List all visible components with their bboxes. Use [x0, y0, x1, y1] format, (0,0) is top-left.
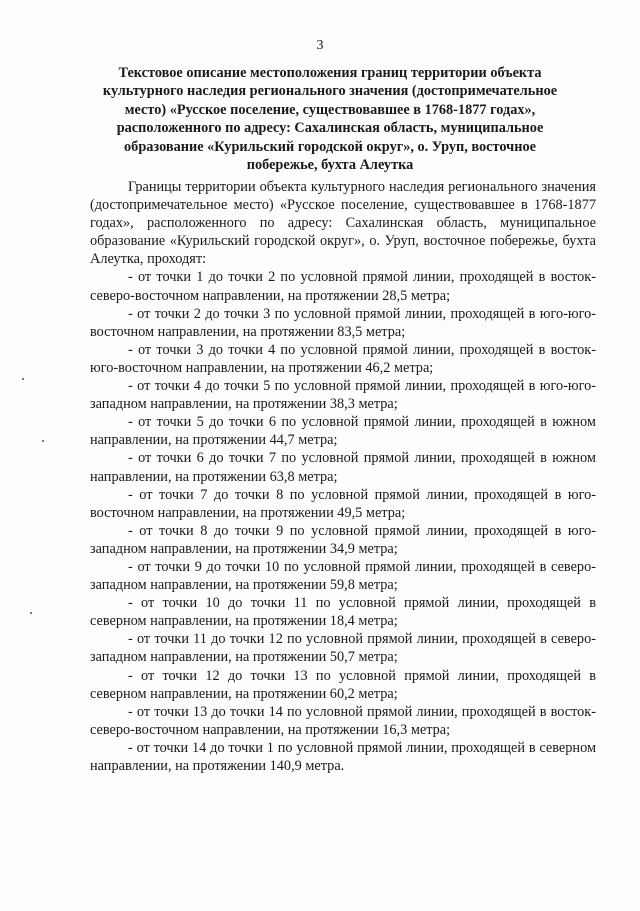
boundary-item-13: - от точки 13 до точки 14 по условной прямой линии, проходящей в восток-северо-восточном направлении, на протяжении 16,3 метра;	[90, 703, 596, 738]
scan-speck	[42, 440, 44, 442]
boundary-item-8: - от точки 8 до точки 9 по условной прямой линии, проходящей в юго-западном направлении, на протяжении 34,9 метра;	[90, 522, 596, 557]
boundary-item-12: - от точки 12 до точки 13 по условной прямой линии, проходящей в северном направлении, на протяжении 60,2 метра;	[90, 667, 596, 702]
boundary-item-11: - от точки 11 до точки 12 по условной прямой линии, проходящей в северо-западном направлении, на протяжении 50,7 метра;	[90, 631, 596, 666]
document-title: Текстовое описание местоположения границ территории объекта культурного наследия регионального значения (достопримечательное место) «Русское поселение, существовавшее в 1768-1877 годах», расположенного по адресу: Сахалинская область, муниципальное образование «Курильский городской округ», о. Уруп, восточное побережье, бухта Алеутка	[102, 65, 558, 174]
boundary-item-2: - от точки 2 до точки 3 по условной прямой линии, проходящей в юго-юго-восточном направлении, на протяжении 83,5 метра;	[90, 305, 596, 340]
intro-paragraph: Границы территории объекта культурного наследия регионального значения (достопримечательное место) «Русское поселение, существовавшее в 1768-1877 годах», расположенного по адресу: Сахалинская область, муниципальное образование «Курильский городской округ», о. Уруп, восточное побережье, бухта Алеутка, проходят:	[90, 179, 596, 268]
page-number: 3	[316, 38, 324, 53]
boundary-item-4: - от точки 4 до точки 5 по условной прямой линии, проходящей в юго-юго-западном направлении, на протяжении 38,3 метра;	[90, 378, 596, 413]
boundary-item-6: - от точки 6 до точки 7 по условной прямой линии, проходящей в южном направлении, на протяжении 63,8 метра;	[90, 450, 596, 485]
boundary-item-10: - от точки 10 до точки 11 по условной прямой линии, проходящей в северном направлении, на протяжении 18,4 метра;	[90, 595, 596, 630]
boundary-item-5: - от точки 5 до точки 6 по условной прямой линии, проходящей в южном направлении, на протяжении 44,7 метра;	[90, 414, 596, 449]
scan-speck	[22, 378, 24, 380]
boundary-item-9: - от точки 9 до точки 10 по условной прямой линии, проходящей в северо-западном направлении, на протяжении 59,8 метра;	[90, 558, 596, 594]
document-body	[90, 178, 596, 775]
boundary-item-3: - от точки 3 до точки 4 по условной прямой линии, проходящей в восток-юго-восточном направлении, на протяжении 46,2 метра;	[90, 341, 596, 376]
scan-speck	[30, 612, 32, 614]
boundary-item-7: - от точки 7 до точки 8 по условной прямой линии, проходящей в юго-восточном направлении, на протяжении 49,5 метра;	[90, 486, 596, 521]
boundary-item-1: - от точки 1 до точки 2 по условной прямой линии, проходящей в восток-северо-восточном направлении, на протяжении 28,5 метра;	[90, 269, 596, 304]
boundary-item-14: - от точки 14 до точки 1 по условной прямой линии, проходящей в северном направлении, на протяжении 140,9 метра.	[90, 739, 596, 774]
